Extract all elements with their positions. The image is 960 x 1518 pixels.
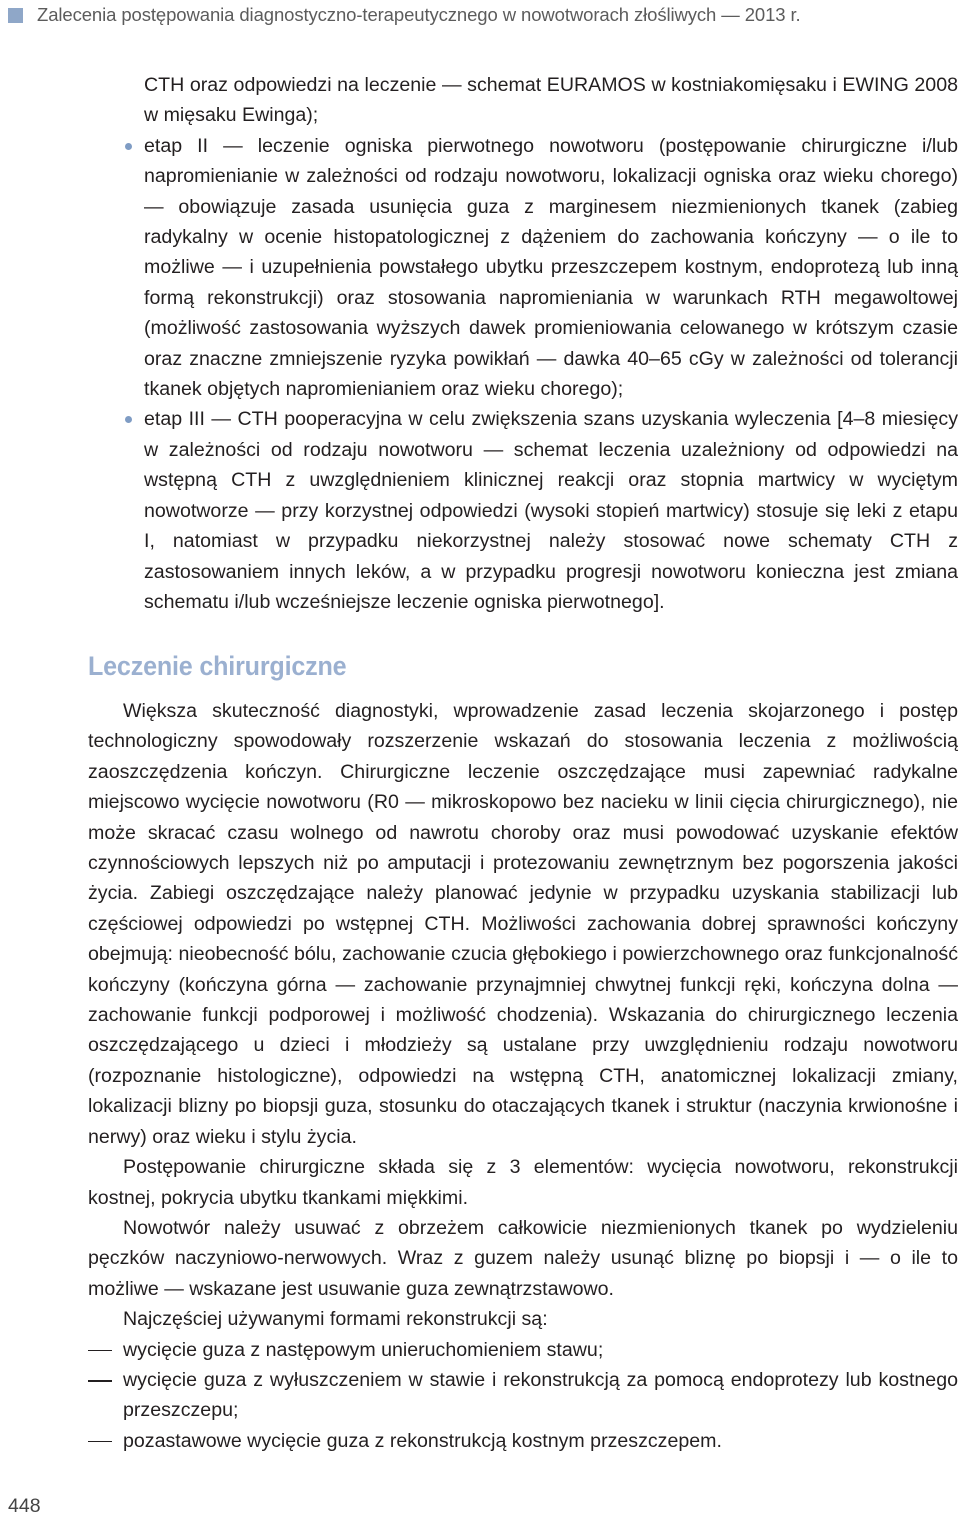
dash-list-item <box>88 1426 958 1456</box>
dash-list-item <box>88 1335 958 1365</box>
dash-icon <box>88 1441 112 1443</box>
header-square-icon <box>8 8 23 23</box>
dash-item-text: wycięcie guza z wyłuszczeniem w stawie i rekonstrukcją za pomocą endoprotezy lub kostnego przeszczepu; <box>123 1368 958 1422</box>
dash-icon <box>88 1380 112 1382</box>
bullet-item <box>144 404 958 617</box>
dash-item-text: pozastawowe wycięcie guza z rekonstrukcją kostnym przeszczepem. <box>123 1429 722 1452</box>
paragraph: Postępowanie chirurgiczne składa się z 3 elementów: wycięcia nowotworu, rekonstrukcji kostnej, pokrycia ubytku tkankami miękkimi. <box>88 1156 958 1209</box>
paragraph: Najczęściej używanymi formami rekonstrukcji są: <box>123 1308 548 1331</box>
header-title: Zalecenia postępowania diagnostyczno-terapeutycznego w nowotworach złośliwych — 2013 r. <box>37 4 801 25</box>
bullet-text: etap III — CTH pooperacyjna w celu zwiększenia szans uzyskania wyleczenia [4–8 miesięcy w zależności od rodzaju nowotworu — schemat leczenia uzależniony od odpowiedzi na wstępną CTH z uwzględnieniem klinicznej reakcji oraz stopnia martwicy w wyciętym nowotworze — przy korzystnej odpowiedzi (wysoki stopień martwicy) stosuje się leki z etapu I, natomiast w przypadku niekorzystnej należy stosować nowe schematy CTH z zastosowaniem innych leków, a w przypadku progresji nowotworu konieczna jest zmiana schematu i/lub wcześniejsze leczenie ogniska pierwotnego]. <box>144 408 958 613</box>
dash-item-text: wycięcie guza z następowym unieruchomieniem stawu; <box>123 1338 604 1361</box>
bullet-dot-icon <box>125 143 132 150</box>
page-number: 448 <box>8 1495 41 1517</box>
section-heading: Leczenie chirurgiczne <box>88 651 347 681</box>
dash-icon <box>88 1350 112 1352</box>
continuation-text: CTH oraz odpowiedzi na leczenie — schemat EURAMOS w kostniakomięsaku i EWING 2008 w mięsaku Ewinga); <box>144 74 958 127</box>
top-content <box>0 70 960 617</box>
dash-list-item <box>88 1365 958 1426</box>
section-body <box>88 696 958 1456</box>
bullet-item <box>144 131 958 405</box>
paragraph: Większa skuteczność diagnostyki, wprowadzenie zasad leczenia skojarzonego i postęp technologiczny spowodowały rozszerzenie wskazań do stosowania leczenia z możliwością zaoszczędzenia kończyn. Chirurgiczne leczenie oszczędzające musi zapewniać radykalne miejscowo wycięcie nowotworu (R0 — mikroskopowo bez nacieku w linii cięcia chirurgicznego), nie może skracać czasu wolnego od nawrotu choroby oraz musi powodować uzyskanie efektów czynnościowych lepszych niż po amputacji i protezowaniu zewnętrznym bez pogorszenia jakości życia. Zabiegi oszczędzające należy planować jedynie w przypadku uzyskania stabilizacji lub częściowej odpowiedzi po wstępnej CTH. Możliwości zachowania dobrej sprawności kończyny obejmują: nieobecność bólu, zachowanie czucia głębokiego i powierzchownego oraz funkcjonalność kończyny (kończyna górna — zachowanie przynajmniej chwytnej funkcji ręki, kończyna dolna — zachowanie funkcji podporowej i możliwość chodzenia). Wskazania do chirurgicznego leczenia oszczędzającego u dzieci i młodzieży są ustalane przy uwzględnieniu rodzaju nowotworu (rozpoznanie histologiczne), odpowiedzi na wstępną CTH, anatomicznej lokalizacji zmiany, lokalizacji blizny po biopsji guza, stosunku do otaczających tkanek i struktur (naczynia krwionośne i nerwy) oraz wieku i stylu życia. <box>88 700 958 1148</box>
bullet-text: etap II — leczenie ogniska pierwotnego nowotworu (postępowanie chirurgiczne i/lub napromienianie w zależności od rodzaju nowotworu, lokalizacji ogniska oraz wieku chorego) — obowiązuje zasada usunięcia guza z marginesem niezmienionych tkanek (zabieg radykalny w ocenie histopatologicznej z dążeniem do zachowania kończyny — o ile to możliwe — i uzupełnienia powstałego ubytku przeszczepem kostnym, endoprotezą lub inną formą rekonstrukcji) oraz stosowania napromieniania w warunkach RTH megawoltowej (możliwość zastosowania wyższych dawek promieniowania celowanego w krótszym czasie oraz znaczne zmniejszenie ryzyka powikłań — dawka 40–65 cGy w zależności od tolerancji tkanek objętych napromienianiem oraz wieku chorego); <box>144 134 958 401</box>
paragraph: Nowotwór należy usuwać z obrzeżem całkowicie niezmienionych tkanek po wydzieleniu pęczków naczyniowo-nerwowych. Wraz z guzem należy usunąć bliznę po biopsji i — o ile to możliwe — wskazane jest usuwanie guza zewnątrzstawowo. <box>88 1216 958 1300</box>
running-header <box>8 4 801 26</box>
bullet-dot-icon <box>125 416 132 423</box>
